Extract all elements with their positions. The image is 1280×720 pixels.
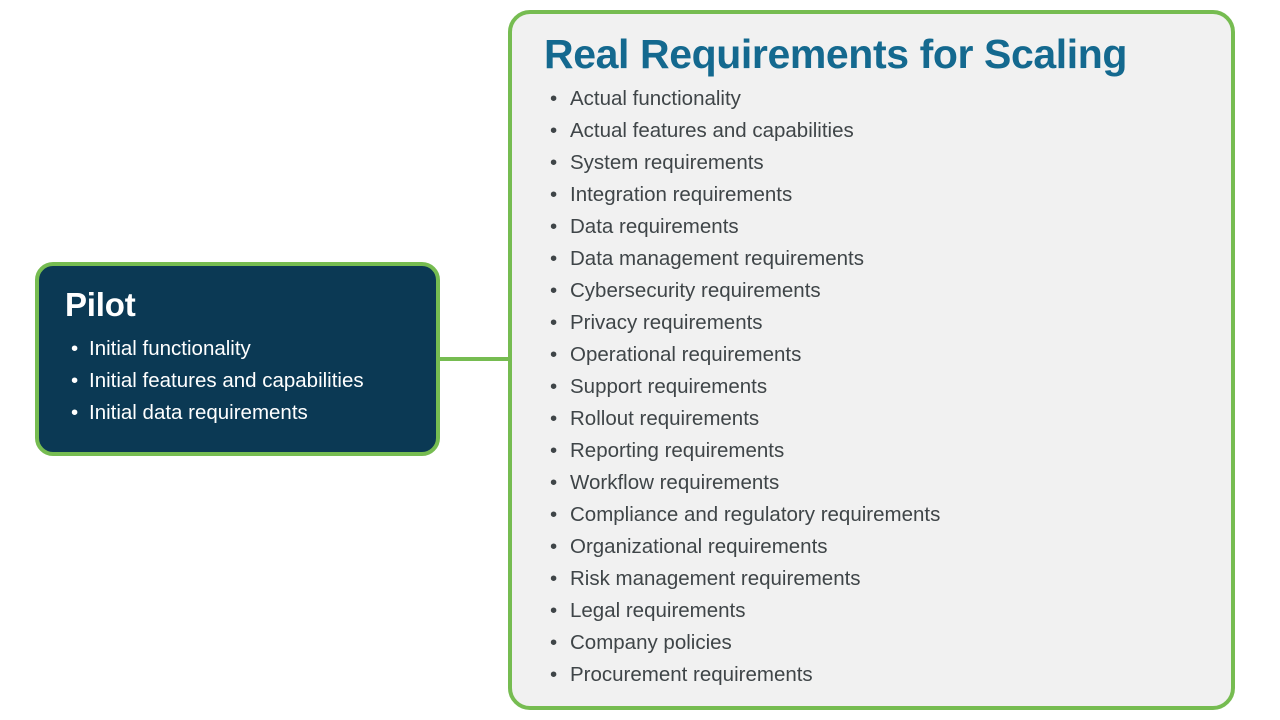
list-item: • Reporting requirements [542,435,1201,467]
list-item: • Workflow requirements [542,467,1201,499]
list-item: • Data requirements [542,211,1201,243]
list-item: • Support requirements [542,371,1201,403]
connector-line [440,357,514,361]
requirements-bullet-list [542,83,1201,691]
list-item: • Actual functionality [542,83,1201,115]
list-item: • Risk management requirements [542,563,1201,595]
pilot-card-title: Pilot [65,286,136,323]
list-item: • Data management requirements [542,243,1201,275]
list-item: • Compliance and regulatory requirements [542,499,1201,531]
list-item: • Actual features and capabilities [542,115,1201,147]
pilot-card [35,262,440,456]
list-item: • Operational requirements [542,339,1201,371]
list-item: • Integration requirements [542,179,1201,211]
list-item: • Rollout requirements [542,403,1201,435]
requirements-card-title: Real Requirements for Scaling [544,31,1128,77]
list-item: • Privacy requirements [542,307,1201,339]
list-item: • Cybersecurity requirements [542,275,1201,307]
list-item: • Legal requirements [542,595,1201,627]
pilot-bullet-list [65,333,410,429]
list-item: • Organizational requirements [542,531,1201,563]
list-item: • Initial features and capabilities [65,365,410,397]
list-item: • Company policies [542,627,1201,659]
list-item: • Initial data requirements [65,397,410,429]
list-item: • System requirements [542,147,1201,179]
real-requirements-card [508,10,1235,710]
list-item: • Initial functionality [65,333,410,365]
list-item: • Procurement requirements [542,659,1201,691]
